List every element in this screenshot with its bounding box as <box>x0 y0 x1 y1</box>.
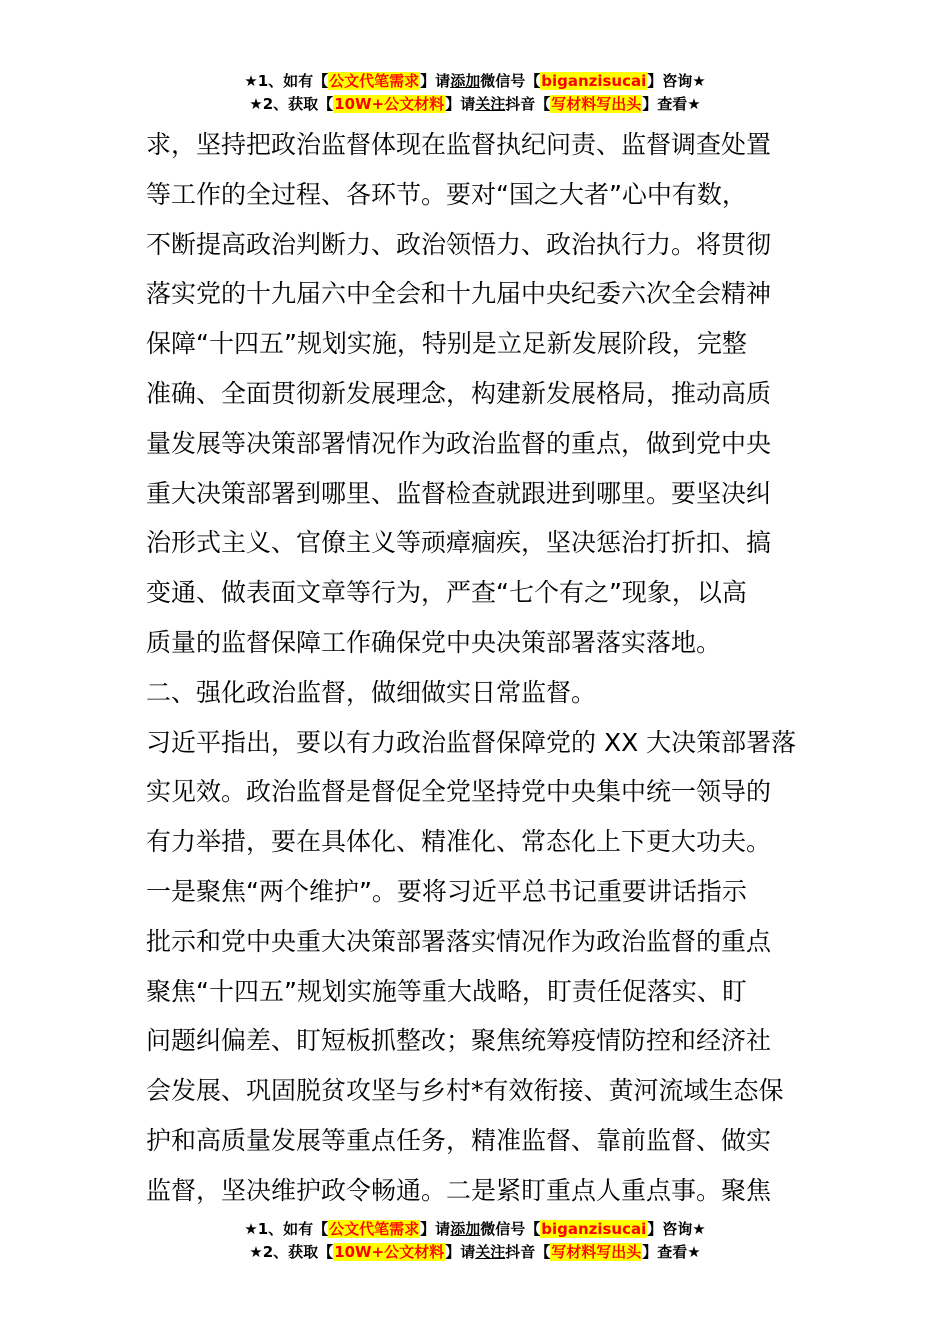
body-line: 问题纠偏差、盯短板抓整改；聚焦统筹疫情防控和经济社 <box>146 1026 772 1056</box>
body-line: 变通、做表面文章等行为，严查“七个有之”现象，以高 <box>146 578 747 608</box>
body-line: 聚焦“十四五”规划实施等重大战略，盯责任促落实、盯 <box>146 976 747 1006</box>
highlight-douyin: 写材料写出头 <box>551 1243 642 1261</box>
body-line: 质量的监督保障工作确保党中央决策部署落实落地。 <box>146 627 722 657</box>
banner-line-1: ★1、如有【公文代笔需求】请添加微信号【biganzisucai】咨询★ <box>244 1220 706 1238</box>
banner-line-2: ★2、获取【10W+公文材料】请关注抖音【写材料写出头】查看★ <box>249 1243 701 1261</box>
highlight-materials: 10W+公文材料 <box>334 95 445 113</box>
banner-line-1: ★1、如有【公文代笔需求】请添加微信号【biganzisucai】咨询★ <box>244 72 706 90</box>
body-line: 重大决策部署到哪里、监督检查就跟进到哪里。要坚决纠 <box>146 478 772 508</box>
body-line: 护和高质量发展等重点任务，精准监督、靠前监督、做实 <box>146 1125 772 1155</box>
body-line: 不断提高政治判断力、政治领悟力、政治执行力。将贯彻 <box>146 229 772 259</box>
body-line: 监督，坚决维护政令畅通。二是紧盯重点人重点事。聚焦 <box>146 1175 772 1205</box>
body-line: 一是聚焦“两个维护”。要将习近平总书记重要讲话指示 <box>146 876 747 906</box>
highlight-wechat-id: biganzisucai <box>541 1220 647 1238</box>
highlight-ghostwriting: 公文代笔需求 <box>329 72 420 90</box>
highlight-materials: 10W+公文材料 <box>334 1243 445 1261</box>
body-line: 量发展等决策部署情况作为政治监督的重点，做到党中央 <box>146 428 772 458</box>
body-line: 会发展、巩固脱贫攻坚与乡村*有效衔接、黄河流域生态保 <box>146 1076 784 1106</box>
highlight-wechat-id: biganzisucai <box>541 72 647 90</box>
highlight-douyin: 写材料写出头 <box>551 95 642 113</box>
body-line: 等工作的全过程、各环节。要对“国之大者”心中有数， <box>146 179 747 209</box>
body-line: 批示和党中央重大决策部署落实情况作为政治监督的重点 <box>146 926 772 956</box>
body-line: 治形式主义、官僚主义等顽瘴痼疾，坚决惩治打折扣、搞 <box>146 528 772 558</box>
body-line: 落实党的十九届六中全会和十九届中央纪委六次全会精神 <box>146 279 772 309</box>
body-line: 习近平指出，要以有力政治监督保障党的 XX 大决策部署落 <box>146 727 797 757</box>
body-line: 保障“十四五”规划实施，特别是立足新发展阶段，完整 <box>146 329 747 359</box>
highlight-ghostwriting: 公文代笔需求 <box>329 1220 420 1238</box>
body-line: 有力举措，要在具体化、精准化、常态化上下更大功夫。 <box>146 827 772 857</box>
body-line: 实见效。政治监督是督促全党坚持党中央集中统一领导的 <box>146 777 772 807</box>
body-line: 准确、全面贯彻新发展理念，构建新发展格局，推动高质 <box>146 378 772 408</box>
body-line: 求，坚持把政治监督体现在监督执纪问责、监督调查处置 <box>146 130 772 159</box>
footer-banner <box>0 1218 950 1264</box>
section-heading: 二、强化政治监督，做细做实日常监督。 <box>146 677 597 707</box>
banner-line-2: ★2、获取【10W+公文材料】请关注抖音【写材料写出头】查看★ <box>249 95 701 113</box>
header-banner <box>0 70 950 116</box>
document-body <box>146 120 811 1216</box>
